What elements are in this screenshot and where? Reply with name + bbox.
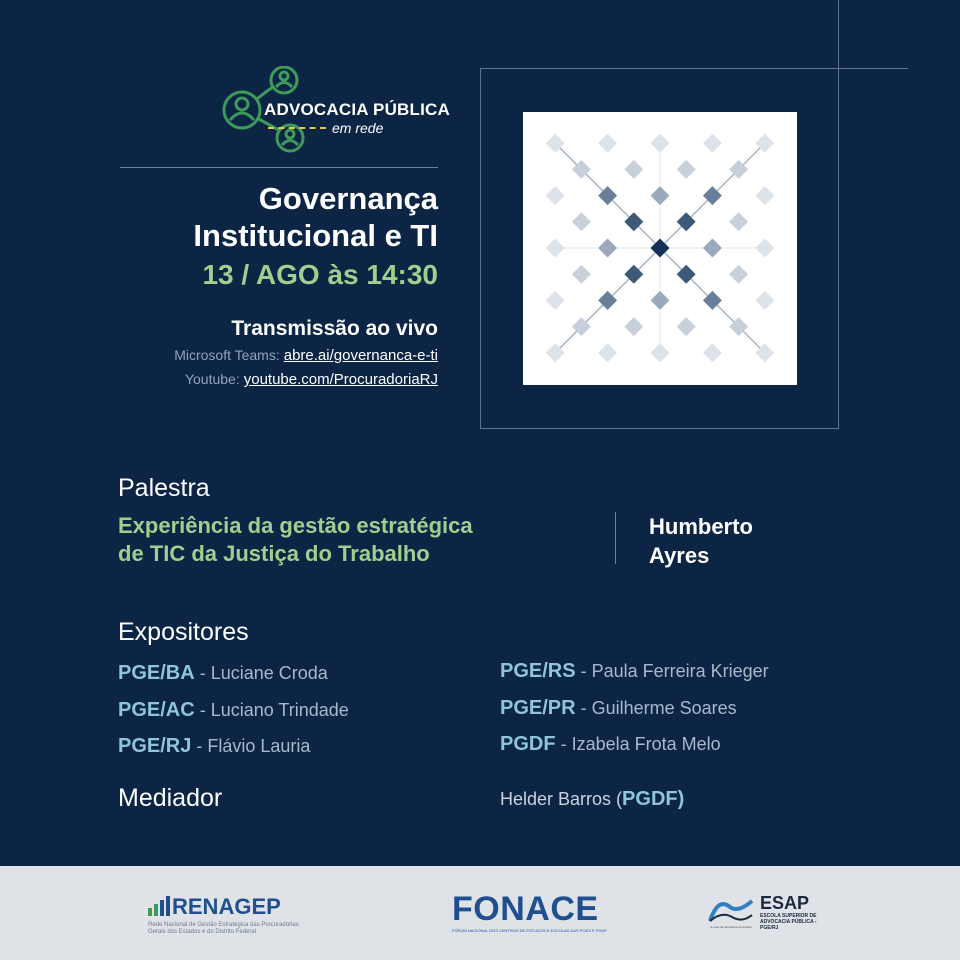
pattern-diamond [546,239,565,258]
youtube-label: Youtube: [184,371,240,387]
diamond-artwork [523,112,797,385]
diamond-pattern-graphic [523,112,797,385]
speaker-name [649,512,829,570]
exhibitor-right-1 [500,660,769,683]
pattern-diamond [755,291,774,310]
frame-top [480,68,908,69]
exhibitor-left-1 [118,662,328,685]
exhibitor-name: - Luciane Croda [199,663,328,683]
brand-subtitle: em rede [332,120,384,136]
pattern-diamond [572,265,591,284]
pattern-diamond [624,317,643,336]
exhibitor-left-2 [118,699,349,722]
talk-title-line2: de TIC da Justiça do Trabalho [118,541,430,566]
esap-name: ESAP [760,893,810,913]
live-heading: Transmissão ao vivo [231,317,438,340]
pattern-diamond [729,265,748,284]
teams-row [174,347,438,364]
exhibitor-name: - Izabela Frota Melo [560,734,721,754]
pattern-diamond [677,160,696,179]
pattern-diamond [703,343,722,362]
talk-title [118,512,598,568]
pattern-diamond [651,134,670,153]
title-divider [120,167,438,168]
exhibitor-org: PGDF [500,733,556,755]
esap-wave-icon [708,893,754,925]
fonace-subtitle: FÓRUM NACIONAL DOS CENTROS DE ESTUDOS E ESCOLAS DAS PGES E PGDF [452,928,607,933]
mediator-name [500,788,684,811]
event-title-line2: Institucional e TI [193,218,438,253]
exhibitor-right-2 [500,697,737,720]
speaker-last-name: Ayres [649,543,710,568]
pattern-diamond [598,343,617,362]
teams-label: Microsoft Teams: [174,347,280,363]
pattern-diamond [755,186,774,205]
pattern-diamond [703,239,722,258]
renagep-subtitle: Rede Nacional de Gestão Estratégica das Procuradorias Gerais dos Estados e do Distrito Federal [148,922,299,935]
pattern-diamond [546,186,565,205]
event-date: 13 / AGO às 14:30 [202,259,438,290]
pattern-diamond [729,212,748,231]
event-title-line1: Governança [258,181,438,216]
exhibitor-org: PGE/BA [118,662,195,684]
pattern-diamond [755,239,774,258]
exhibitor-name: - Guilherme Soares [580,698,737,718]
pattern-diamond [677,317,696,336]
exhibitor-org: PGE/PR [500,697,576,719]
exhibitors-heading: Expositores [118,618,249,646]
mediator-person: Helder Barros ( [500,789,623,809]
exhibitor-org: PGE/RJ [118,735,192,757]
frame-vertical-right [838,0,839,428]
speaker-first-name: Humberto [649,514,753,539]
pattern-diamond [651,186,670,205]
event-title [78,180,438,254]
esap-subtitle: ESCOLA SUPERIOR DE ADVOCACIA PÚBLICA - PGE/RJ [760,913,817,931]
mediator-heading: Mediador [118,784,223,812]
frame-left [480,68,481,428]
exhibitor-org: PGE/AC [118,699,195,721]
exhibitor-name: - Flávio Lauria [196,736,311,756]
pattern-diamond [546,291,565,310]
speaker-separator [615,512,616,564]
exhibitor-right-3 [500,733,721,756]
pattern-diamond [703,134,722,153]
pattern-diamond [572,212,591,231]
youtube-link[interactable]: youtube.com/ProcuradoriaRJ [243,371,438,388]
talk-heading: Palestra [118,474,210,502]
brand-dash-line [268,127,326,129]
mediator-org: PGDF) [622,788,685,810]
pattern-diamond [651,343,670,362]
youtube-row [185,371,438,388]
exhibitor-left-3 [118,735,310,758]
pattern-diamond [598,239,617,258]
pattern-diamond [651,291,670,310]
brand-title: ADVOCACIA PÚBLICA [264,100,450,119]
teams-link[interactable]: abre.ai/governanca-e-ti [283,347,438,364]
pattern-diamond [624,160,643,179]
talk-title-line1: Experiência da gestão estratégica [118,513,473,538]
renagep-name: RENAGEP [172,894,281,919]
esap-tagline: A casa da advocacia do Estado [710,925,752,929]
exhibitor-org: PGE/RS [500,660,576,682]
frame-bottom [480,428,839,429]
exhibitor-name: - Paula Ferreira Krieger [580,661,769,681]
fonace-name: FONACE [452,890,599,928]
pattern-diamond [598,134,617,153]
exhibitor-name: - Luciano Trindade [199,700,349,720]
